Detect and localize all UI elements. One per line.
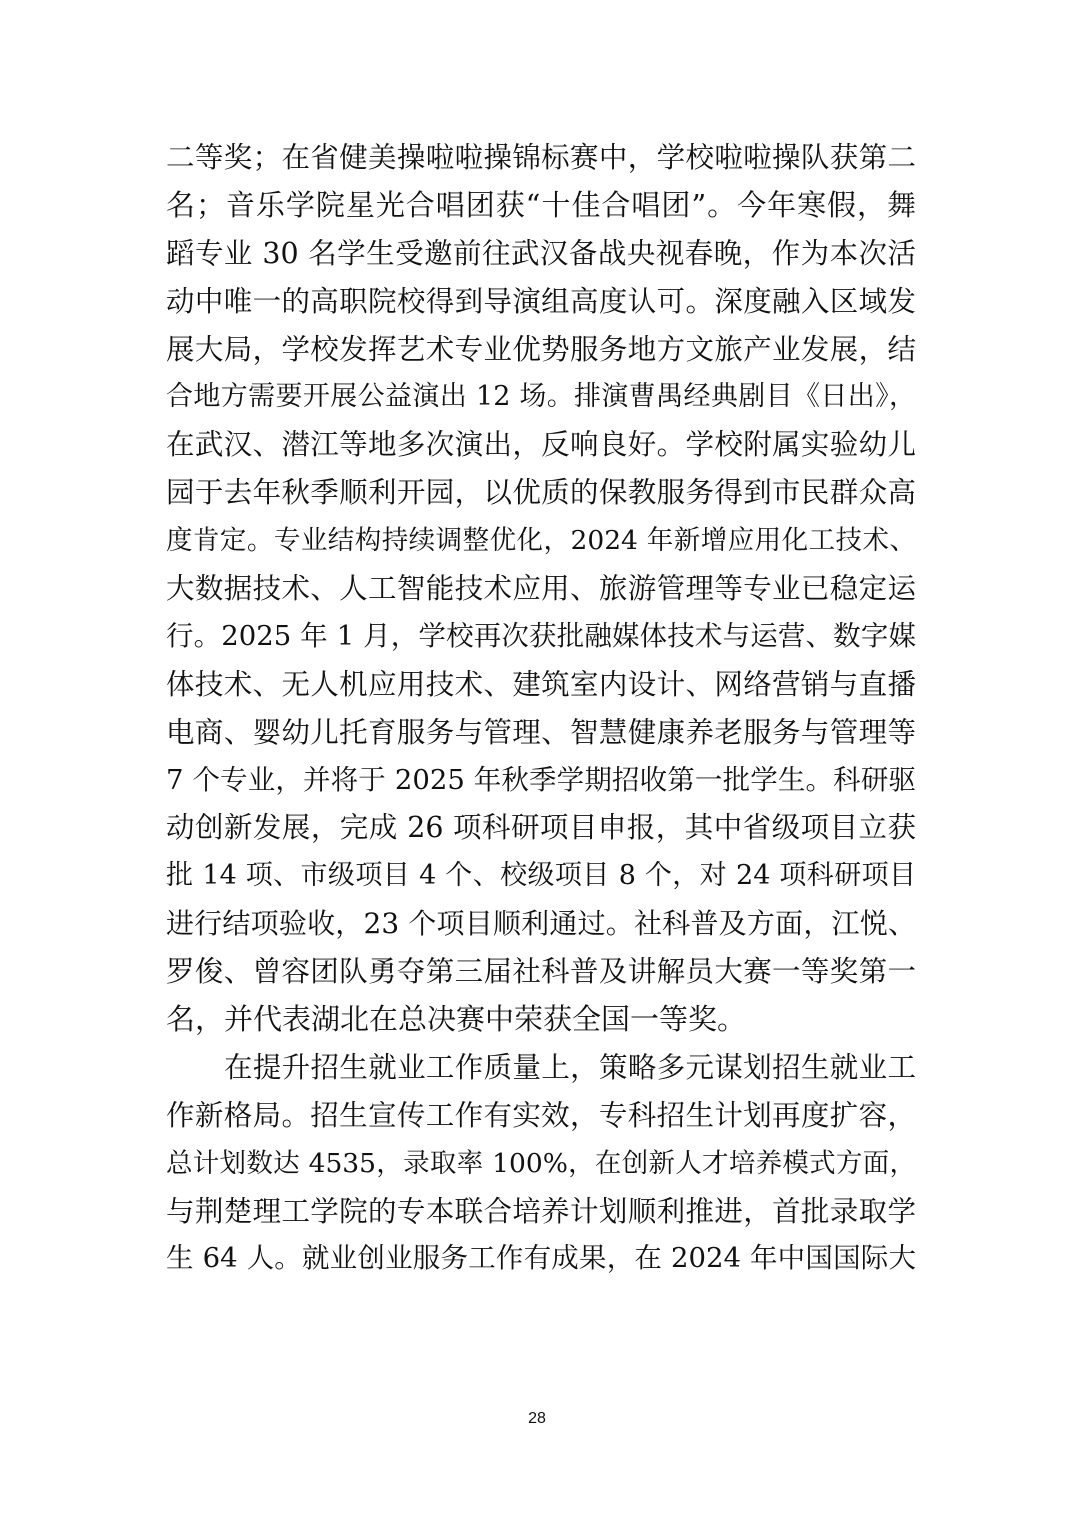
text-line: 在武汉、潜江等地多次演出，反响良好。学校附属实验幼儿: [166, 428, 916, 462]
text-line: 体技术、无人机应用技术、建筑室内设计、网络营销与直播: [166, 667, 916, 701]
text-line: 二等奖；在省健美操啦啦操锦标赛中，学校啦啦操队获第二: [166, 141, 916, 174]
text-line: 名；音乐学院星光合唱团获“十佳合唱团”。今年寒假，舞: [166, 187, 916, 222]
text-line: 在提升招生就业工作质量上，策略多元谋划招生就业工: [224, 1050, 916, 1084]
text-line: 合地方需要开展公益演出 12 场。排演曹禺经典剧目《日出》，: [166, 381, 916, 413]
text-line: 园于去年秋季顺利开园，以优质的保教服务得到市民群众高: [166, 476, 916, 510]
text-line: 展大局，学校发挥艺术专业优势服务地方文旅产业发展，结: [166, 332, 916, 366]
text-line: 罗俊、曾容团队勇夺第三届社科普及讲解员大赛一等奖第一: [166, 955, 916, 989]
text-line: 大数据技术、人工智能技术应用、旅游管理等专业已稳定运: [166, 572, 916, 606]
paragraph-1: [166, 134, 916, 1044]
text-line: 蹈专业 30 名学生受邀前往武汉备战央视春晚，作为本次活: [166, 236, 916, 270]
text-line: 进行结项验收，23 个项目顺利通过。社科普及方面，江悦、: [166, 907, 916, 941]
text-line: 动创新发展，完成 26 项科研项目申报，其中省级项目立获: [166, 811, 916, 845]
text-line: 总计划数达 4535，录取率 100%，在创新人才培养模式方面，: [166, 1147, 916, 1179]
text-line: 生 64 人。就业创业服务工作有成果，在 2024 年中国国际大: [166, 1242, 916, 1275]
page-number: 28: [528, 1410, 546, 1427]
text-line: 与荆楚理工学院的专本联合培养计划顺利推进，首批录取学: [166, 1194, 916, 1228]
text-line: 电商、婴幼儿托育服务与管理、智慧健康养老服务与管理等: [166, 715, 916, 749]
text-line: 批 14 项、市级项目 4 个、校级项目 8 个，对 24 项科研项目: [166, 860, 916, 892]
text-line: 作新格局。招生宣传工作有实效，专科招生计划再度扩容，: [166, 1098, 916, 1132]
text-line: 动中唯一的高职院校得到导演组高度认可。深度融入区域发: [166, 284, 916, 318]
paragraph-2: [166, 1044, 916, 1283]
text-line: 行。2025 年 1 月，学校再次获批融媒体技术与运营、数字媒: [166, 619, 916, 652]
text-line: 7 个专业，并将于 2025 年秋季学期招收第一批学生。科研驱: [166, 763, 916, 796]
body-text: [166, 134, 916, 1283]
text-line: 名，并代表湖北在总决赛中荣获全国一等奖。: [166, 1002, 747, 1037]
text-line: 度肯定。专业结构持续调整优化，2024 年新增应用化工技术、: [166, 525, 916, 557]
